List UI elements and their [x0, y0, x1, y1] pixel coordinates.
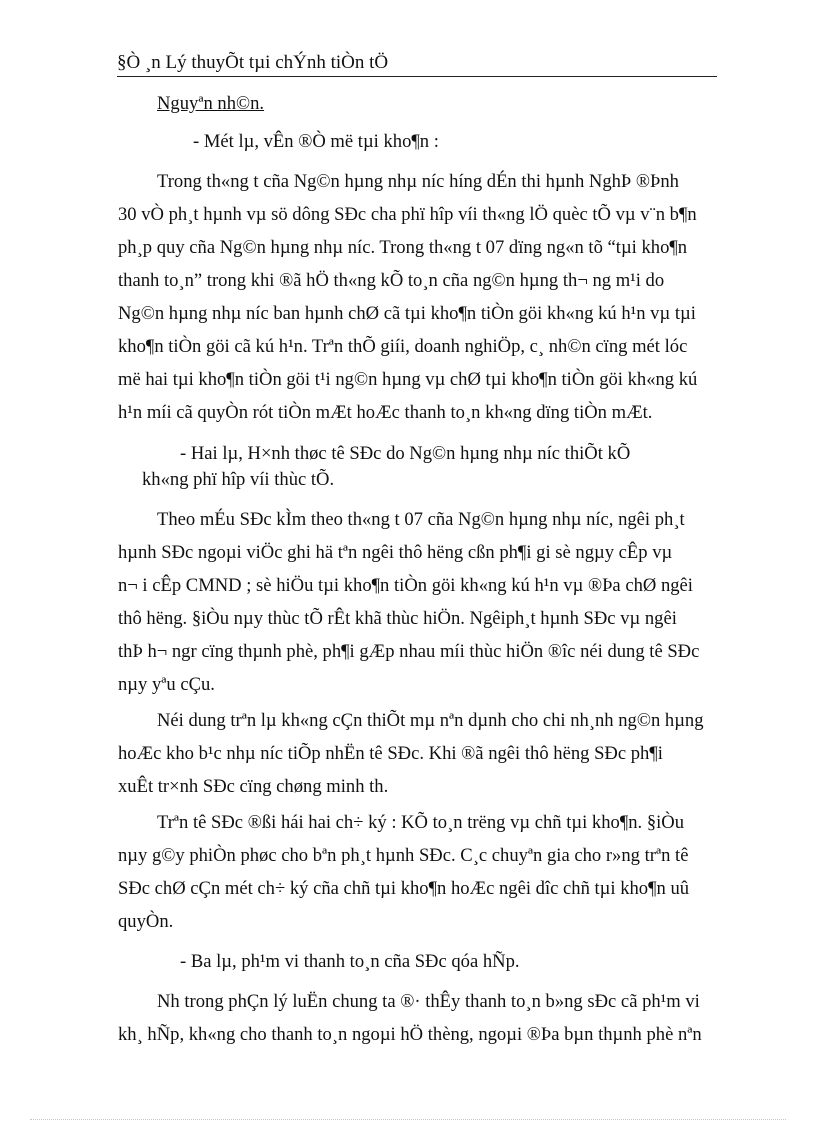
text-line: h¹n míi cã quyÒn rót tiÒn mÆt hoÆc thanh to¸n kh«ng dïng tiÒn mÆt.	[118, 402, 653, 423]
text-line: kho¶n tiÒn göi cã kú h¹n. Trªn thÕ giíi, doanh nghiÖp, c¸ nh©n cïng mét lóc	[118, 336, 688, 357]
text-line: hµnh SÐc ngoµi viÖc ghi hä tªn ngêi thô hëng cßn ph¶i gi sè ngµy cÊp vµ	[118, 542, 673, 563]
text-line: thÞ h¬ ngr cïng thµnh phè, ph¶i gÆp nhau míi thùc hiÖn ®îc néi dung tê SÐc	[118, 641, 700, 662]
text-line: ph¸p quy cña Ng©n hµng nhµ níc. Trong th«ng t 07 dïng ng«n tõ “tµi kho¶n	[118, 237, 688, 258]
text-line: thô hëng. §iÒu nµy thùc tÕ rÊt khã thùc hiÖn. Ngêiph¸t hµnh SÐc vµ ngêi	[118, 608, 677, 629]
text-line: n¬ i cÊp CMND ; sè hiÖu tµi kho¶n tiÒn göi kh«ng kú h¹n vµ ®Þa chØ ngêi	[118, 575, 693, 596]
text-line: Nh trong phÇn lý luËn chung ta ®· thÊy thanh to¸n b»ng sÐc cã ph¹m vi	[157, 991, 700, 1012]
text-line: më hai tµi kho¶n tiÒn göi t¹i ng©n hµng vµ chØ tµi kho¶n tiÒn göi kh«ng kú	[118, 369, 698, 390]
text-line: 30 vÒ ph¸t hµnh vµ sö dông SÐc cha phï hîp víi th«ng lÖ quèc tÕ vµ v¨n b¶n	[118, 204, 697, 225]
text-line: Nguyªn nh©n.	[157, 93, 265, 114]
bullet-line: - Mét lµ, vÊn ®Ò më tµi kho¶n :	[193, 131, 439, 152]
text-line: kh¸ hÑp, kh«ng cho thanh to¸n ngoµi hÖ thèng, ngoµi ®Þa bµn thµnh phè nªn	[118, 1024, 702, 1045]
text-line: Trong th«ng t cña Ng©n hµng nhµ níc híng dÉn thi hµnh NghÞ ®Þnh	[157, 171, 679, 192]
text-line: xuÊt tr×nh SÐc cïng chøng minh th.	[118, 776, 389, 797]
page-header	[117, 52, 717, 77]
text-line: Ng©n hµng nhµ níc ban hµnh chØ cã tµi kho¶n tiÒn göi kh«ng kú h¹n vµ tµi	[118, 303, 696, 324]
text-line: thanh to¸n” trong khi ®ã hÖ th«ng kÕ to¸n cña ng©n hµng th¬ ng m¹i do	[118, 270, 665, 291]
text-line: SÐc chØ cÇn mét ch÷ ký cña chñ tµi kho¶n hoÆc ngêi dîc chñ tµi kho¶n uû	[118, 878, 690, 899]
header-title: §Ò ¸n Lý thuyÕt tµi chÝnh tiÒn tÖ	[117, 52, 389, 73]
text-line: Néi dung trªn lµ kh«ng cÇn thiÕt mµ nªn dµnh cho chi nh¸nh ng©n hµng	[157, 710, 704, 731]
text-line: hoÆc kho b¹c nhµ níc tiÕp nhËn tê SÐc. Khi ®ã ngêi thô hëng SÐc ph¶i	[118, 743, 663, 764]
page-bottom-divider	[30, 1119, 786, 1120]
text-line: Trªn tê SÐc ®ßi hái hai ch÷ ký : KÕ to¸n trëng vµ chñ tµi kho¶n. §iÒu	[157, 812, 685, 833]
bullet-line: - Hai lµ, H×nh thøc tê SÐc do Ng©n hµng nhµ níc thiÕt kÕ	[180, 443, 631, 464]
text-line: nµy yªu cÇu.	[118, 674, 215, 695]
text-line: nµy g©y phiÒn phøc cho bªn ph¸t hµnh SÐc. C¸c chuyªn gia cho r»ng trªn tê	[118, 845, 689, 866]
text-line: quyÒn.	[118, 911, 174, 932]
text-line: Theo mÉu SÐc kÌm theo th«ng t 07 cña Ng©n hµng nhµ níc, ngêi ph¸t	[157, 509, 685, 530]
bullet-line: - Ba lµ, ph¹m vi thanh to¸n cña SÐc qóa hÑp.	[180, 951, 520, 972]
text-line: kh«ng phï hîp víi thùc tÕ.	[142, 469, 335, 490]
